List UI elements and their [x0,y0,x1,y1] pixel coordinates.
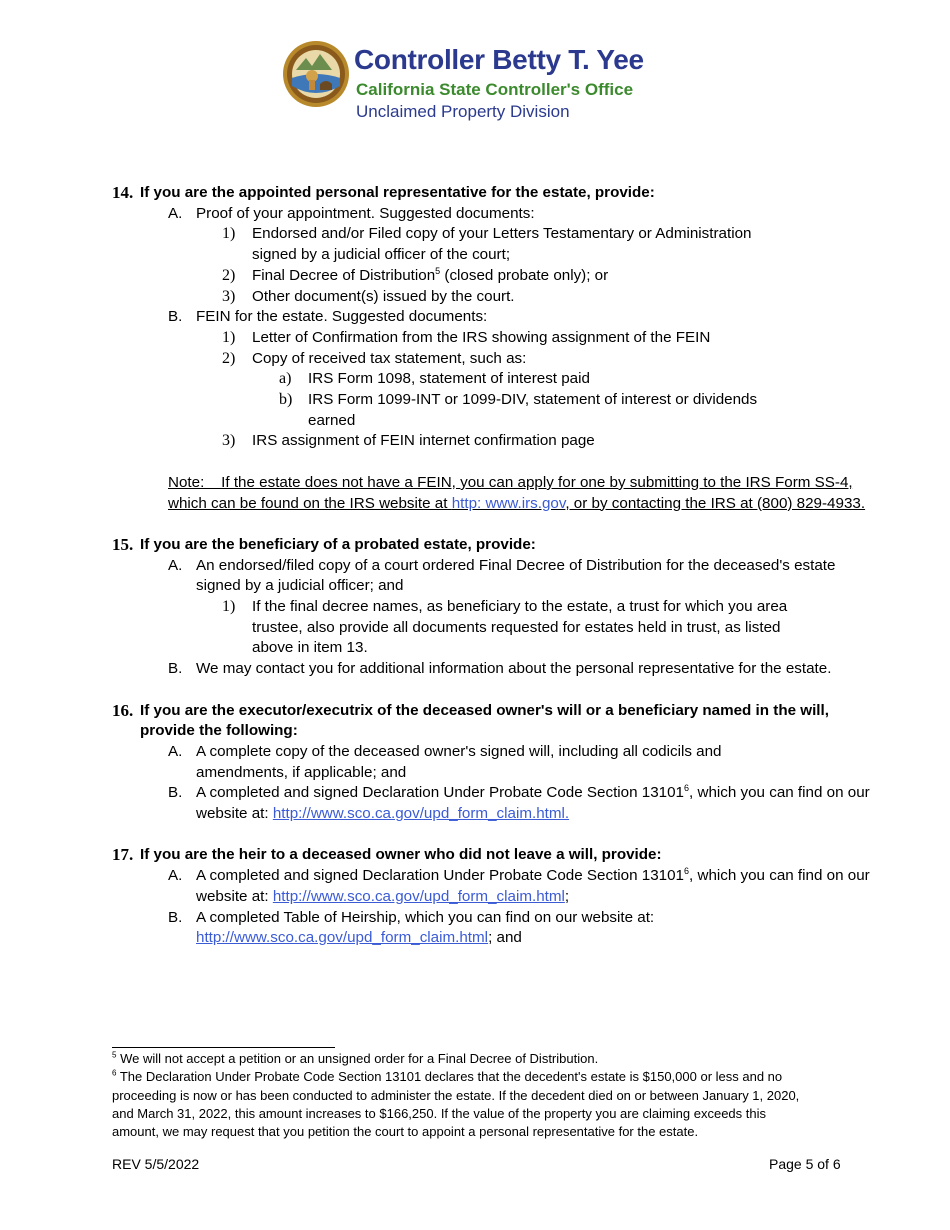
claim-form-link[interactable]: http://www.sco.ca.gov/upd_form_claim.html. [272,805,570,823]
list-item [112,390,778,431]
list-marker: B. [168,660,183,678]
footnote-divider [112,1047,335,1048]
revision-date: REV 5/5/2022 [112,1156,200,1172]
header-subtitle-division: Unclaimed Property Division [356,102,570,121]
list-item-text: Copy of received tax statement, such as: [252,349,527,367]
list-marker: 3) [222,432,236,450]
list-item [112,307,872,328]
footnote-text: The Declaration Under Probate Code Section 13101 declares that the decedent's estate is $150,000 or less and no proceeding is now or has been conducted to administer the estate. If the decedent died on or between January 1, 2020, and March 31, 2022, this amount increases to $166,250. If the value of the property you are claiming exceeds this amount, we may request that you petition the court to appoint a personal representative for the estate. [112,1069,800,1140]
list-marker: 1) [222,328,236,346]
list-item-text: Final Decree of Distribution [252,266,436,284]
list-item-text: ; and [488,929,522,947]
section-heading-text: If you are the heir to a deceased owner who did not leave a will, provide: [140,846,662,864]
section-number: 15. [112,534,134,554]
section-number: 17. [112,845,134,865]
note-text: , or by contacting the IRS at (800) 829-4933. [565,494,866,512]
section-17-heading [112,845,872,866]
list-item-text: A complete copy of the deceased owner's signed will, including all codicils and amendments, if applicable; and [196,742,722,781]
footnote-ref: 5 [435,265,441,276]
header-title: Controller Betty T. Yee [354,44,644,75]
section-heading-text: If you are the beneficiary of a probated estate, provide: [140,535,536,553]
list-item [112,866,872,907]
footnote-5 [112,1050,812,1068]
section-number: 16. [112,700,134,720]
section-number: 14. [112,183,134,202]
list-item-text: IRS Form 1098, statement of interest paid [308,370,590,388]
list-marker: A. [168,867,183,885]
section-15-heading [112,535,872,556]
list-item-text: An endorsed/filed copy of a court ordered Final Decree of Distribution for the deceased's estate signed by a judicial officer; and [196,556,836,595]
footnote-marker: 6 [112,1068,117,1078]
page-number: Page 5 of 6 [769,1156,841,1172]
list-item-text: We may contact you for additional information about the personal representative for the estate. [196,660,832,678]
footnote-ref: 6 [684,866,690,877]
list-marker: 1) [222,225,236,243]
document-body [112,183,872,949]
note-text: Note: If the estate does not have a FEIN, you can apply for one by submitting to the IRS Form SS-4, which can be found on the IRS website at [168,473,853,512]
list-item [112,287,792,308]
list-item [112,597,812,659]
list-item [112,659,872,680]
list-marker: A. [168,204,183,222]
list-marker: B. [168,308,183,326]
list-item [112,328,792,349]
list-item-text: If the final decree names, as beneficiary to the estate, a trust for which you area trustee, also provide all documents requested for estates held in trust, as listed above in item 13. [252,598,788,657]
list-marker: 3) [222,287,236,305]
section-heading-text: If you are the executor/executrix of the deceased owner's will or a beneficiary named in the will, provide the following: [140,701,829,740]
section-14-heading [112,183,872,204]
section-heading-text: If you are the appointed personal representative for the estate, provide: [140,184,655,201]
list-item-text: IRS assignment of FEIN internet confirmation page [252,432,595,450]
list-item [112,224,792,265]
list-item-text: (closed probate only); or [440,266,609,284]
header-subtitle-office: California State Controller's Office [356,80,634,99]
list-item-text: , which you can find on our website at: [196,867,870,905]
list-item-text: Letter of Confirmation from the IRS showing assignment of the FEIN [252,328,711,346]
list-marker: b) [279,391,293,409]
list-item [112,349,792,370]
list-marker: B. [168,908,183,926]
fein-note [112,473,868,514]
footnote-ref: 6 [684,783,690,794]
list-item-text: ; [564,887,570,905]
list-item-text: A completed and signed Declaration Under Probate Code Section 13101 [196,867,685,885]
list-item [112,908,716,949]
list-item-text: A completed and signed Declaration Under Probate Code Section 13101 [196,784,685,802]
list-marker: 1) [222,598,236,616]
list-marker: A. [168,742,183,760]
list-marker: B. [168,784,183,802]
footnote-marker: 5 [112,1050,117,1060]
list-marker: 2) [222,349,236,367]
list-marker: A. [168,556,183,574]
state-seal-icon [282,40,350,108]
list-item-text: A completed Table of Heirship, which you can find on our website at: [196,908,655,926]
letterhead [282,38,702,128]
list-marker: 2) [222,266,236,284]
footnote-text: We will not accept a petition or an unsigned order for a Final Decree of Distribution. [116,1051,599,1066]
claim-form-link[interactable]: http://www.sco.ca.gov/upd_form_claim.html [272,887,565,905]
list-item [112,266,792,287]
list-item [112,556,872,597]
list-marker: a) [279,370,292,388]
list-item [112,783,872,824]
list-item [112,431,792,452]
list-item [112,742,746,783]
list-item-text: Other document(s) issued by the court. [252,287,515,305]
list-item-text: IRS Form 1099-INT or 1099-DIV, statement of interest or dividends earned [308,391,758,429]
list-item [112,369,778,390]
list-item-text: FEIN for the estate. Suggested documents: [196,308,488,326]
footnote-6 [112,1068,812,1141]
footnotes [112,1050,812,1141]
irs-website-link[interactable]: http: www.irs.gov [451,494,566,512]
section-16-heading [112,701,872,742]
list-item [112,204,872,225]
heirship-form-link[interactable]: http://www.sco.ca.gov/upd_form_claim.html [196,929,489,947]
list-item-text: Endorsed and/or Filed copy of your Letters Testamentary or Administration signed by a judicial officer of the court; [252,225,752,264]
list-item-text: Proof of your appointment. Suggested documents: [196,204,535,222]
list-item-text: , which you can find on our website at: [196,784,870,823]
